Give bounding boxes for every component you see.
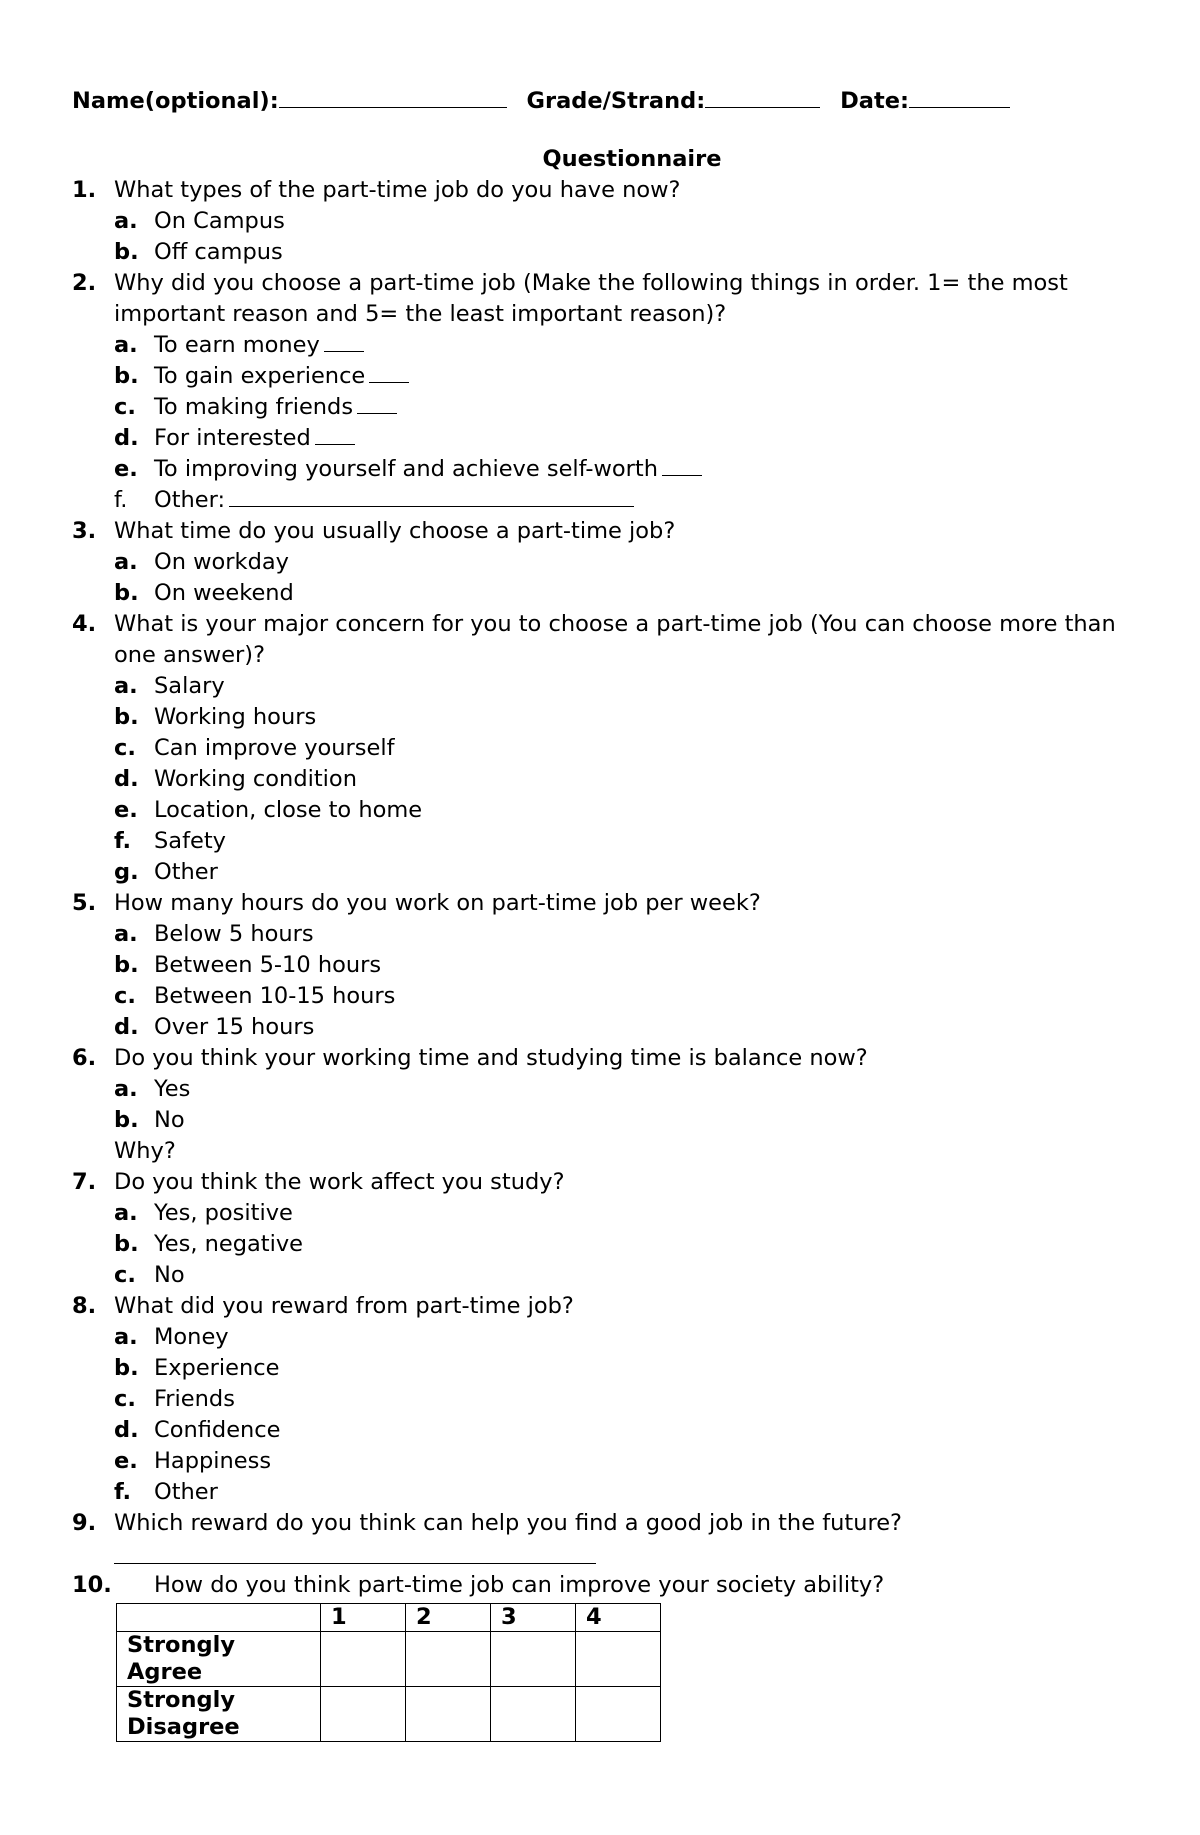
option-letter: c. <box>114 1386 136 1412</box>
question-text: Do you think the work affect you study? <box>114 1169 565 1195</box>
question-3 <box>72 516 1132 547</box>
rank-field[interactable] <box>357 393 397 414</box>
question-number: 5. <box>72 890 97 916</box>
row-label-line2: Agree <box>127 1659 203 1685</box>
rating-cell[interactable] <box>491 1687 576 1742</box>
option-letter: c. <box>114 1262 136 1288</box>
date-field[interactable] <box>909 83 1010 108</box>
option-text: Yes, negative <box>154 1231 304 1257</box>
rank-field[interactable] <box>324 331 364 352</box>
page-title: Questionnaire <box>542 146 722 172</box>
option-text: Money <box>154 1324 229 1350</box>
option-5a[interactable] <box>72 919 1132 950</box>
option-2d <box>72 423 1132 454</box>
option-letter: d. <box>114 1014 139 1040</box>
option-text: Between 5-10 hours <box>154 952 382 978</box>
question-text: What is your major concern for you to choose a part-time job (You can choose more than one answer)? <box>114 611 1116 668</box>
row-label-line1: Strongly <box>127 1632 236 1658</box>
option-text: For interested <box>154 425 311 451</box>
option-4c[interactable] <box>72 733 1132 764</box>
question-5 <box>72 888 1132 919</box>
option-text: No <box>154 1107 185 1133</box>
option-text: Yes <box>154 1076 191 1102</box>
option-2c <box>72 392 1132 423</box>
other-field[interactable] <box>229 486 634 507</box>
option-7c[interactable] <box>72 1260 1132 1291</box>
option-4a[interactable] <box>72 671 1132 702</box>
question-text: Which reward do you think can help you find a good job in the future? <box>114 1510 902 1536</box>
rating-cell[interactable] <box>491 1632 576 1687</box>
question-number: 4. <box>72 611 97 637</box>
option-2f <box>72 485 1132 516</box>
option-letter: c. <box>114 735 136 761</box>
column-header-3: 3 <box>491 1604 576 1632</box>
option-text: Other <box>154 859 218 885</box>
respondent-header <box>72 82 1132 120</box>
questionnaire-page <box>72 82 1132 1742</box>
row-label <box>117 1632 321 1687</box>
question-number: 9. <box>72 1510 97 1536</box>
option-letter: a. <box>114 549 138 575</box>
option-text: Location, close to home <box>154 797 423 823</box>
option-text: Other: <box>154 487 226 513</box>
option-text: Over 15 hours <box>154 1014 315 1040</box>
question-4 <box>72 609 1132 671</box>
question-number: 6. <box>72 1045 97 1071</box>
question-9 <box>72 1508 1132 1539</box>
option-text: On weekend <box>154 580 294 606</box>
option-letter: b. <box>114 704 139 730</box>
question-text: How do you think part-time job can improve your society ability? <box>154 1572 885 1598</box>
option-letter: a. <box>114 208 138 234</box>
option-4d[interactable] <box>72 764 1132 795</box>
option-text: On workday <box>154 549 289 575</box>
option-3a[interactable] <box>72 547 1132 578</box>
question-8 <box>72 1291 1132 1322</box>
name-label: Name(optional): <box>72 88 279 114</box>
question-7 <box>72 1167 1132 1198</box>
option-3b[interactable] <box>72 578 1132 609</box>
grade-strand-label: Grade/Strand: <box>526 88 706 114</box>
question-2 <box>72 268 1132 330</box>
option-text: No <box>154 1262 185 1288</box>
option-letter: b. <box>114 239 139 265</box>
row-label-line1: Strongly <box>127 1687 236 1713</box>
option-6a[interactable] <box>72 1074 1132 1105</box>
column-header-1: 1 <box>321 1604 406 1632</box>
option-letter: d. <box>114 425 139 451</box>
option-2e <box>72 454 1132 485</box>
option-text: Between 10-15 hours <box>154 983 396 1009</box>
option-text: To gain experience <box>154 363 366 389</box>
option-text: Off campus <box>154 239 283 265</box>
table-header-row <box>117 1604 661 1632</box>
option-letter: a. <box>114 673 138 699</box>
rating-cell[interactable] <box>576 1687 661 1742</box>
question-text: What did you reward from part-time job? <box>114 1293 574 1319</box>
option-5d[interactable] <box>72 1012 1132 1043</box>
option-4g[interactable] <box>72 857 1132 888</box>
option-letter: d. <box>114 1417 139 1443</box>
rating-cell[interactable] <box>576 1632 661 1687</box>
option-text: On Campus <box>154 208 285 234</box>
option-letter: e. <box>114 456 138 482</box>
question-text: How many hours do you work on part-time job per week? <box>114 890 761 916</box>
option-letter: b. <box>114 1107 139 1133</box>
option-letter: a. <box>114 1076 138 1102</box>
grade-strand-field[interactable] <box>705 83 820 108</box>
option-5b[interactable] <box>72 950 1132 981</box>
option-8f[interactable] <box>72 1477 1132 1508</box>
option-text: Confidence <box>154 1417 281 1443</box>
option-8e[interactable] <box>72 1446 1132 1477</box>
empty-header-cell <box>117 1604 321 1632</box>
option-letter: g. <box>114 859 139 885</box>
row-label-line2: Disagree <box>127 1714 240 1740</box>
table-row-strongly-agree <box>117 1632 661 1687</box>
rank-field[interactable] <box>369 362 409 383</box>
table-row-strongly-disagree <box>117 1687 661 1742</box>
option-letter: f. <box>114 828 132 854</box>
option-letter: b. <box>114 1355 139 1381</box>
rating-cell[interactable] <box>321 1632 406 1687</box>
question-number: 10. <box>72 1572 112 1598</box>
option-1b[interactable] <box>72 237 1132 268</box>
option-letter: a. <box>114 1324 138 1350</box>
rating-scale-table <box>116 1603 661 1742</box>
option-7b[interactable] <box>72 1229 1132 1260</box>
option-8a[interactable] <box>72 1322 1132 1353</box>
rating-cell[interactable] <box>406 1687 491 1742</box>
question-1 <box>72 175 1132 206</box>
option-text: Happiness <box>154 1448 272 1474</box>
option-text: Working hours <box>154 704 317 730</box>
question-text: Why did you choose a part-time job (Make the following things in order. 1= the most important reason and 5= the least important reason)? <box>114 270 1068 327</box>
answer-line-9[interactable] <box>114 1541 596 1564</box>
date-label: Date: <box>840 88 909 114</box>
option-letter: c. <box>114 394 136 420</box>
option-letter: b. <box>114 363 139 389</box>
option-1a[interactable] <box>72 206 1132 237</box>
option-2b <box>72 361 1132 392</box>
option-text: Can improve yourself <box>154 735 395 761</box>
option-text: To making friends <box>154 394 354 420</box>
option-letter: b. <box>114 1231 139 1257</box>
option-7a[interactable] <box>72 1198 1132 1229</box>
question-number: 3. <box>72 518 97 544</box>
option-text: Below 5 hours <box>154 921 314 947</box>
option-4b[interactable] <box>72 702 1132 733</box>
option-text: To earn money <box>154 332 320 358</box>
option-text: Working condition <box>154 766 357 792</box>
option-4f[interactable] <box>72 826 1132 857</box>
option-4e[interactable] <box>72 795 1132 826</box>
option-letter: c. <box>114 983 136 1009</box>
rating-cell[interactable] <box>406 1632 491 1687</box>
rank-field[interactable] <box>662 455 702 476</box>
option-5c[interactable] <box>72 981 1132 1012</box>
question-text: What time do you usually choose a part-time job? <box>114 518 676 544</box>
option-letter: a. <box>114 1200 138 1226</box>
row-label <box>117 1687 321 1742</box>
rank-field[interactable] <box>315 424 355 445</box>
option-text: To improving yourself and achieve self-worth <box>154 456 658 482</box>
option-letter: e. <box>114 1448 138 1474</box>
option-text: Safety <box>154 828 226 854</box>
why-prompt: Why? <box>114 1138 176 1164</box>
column-header-2: 2 <box>406 1604 491 1632</box>
option-letter: a. <box>114 332 138 358</box>
question-text: Do you think your working time and studying time is balance now? <box>114 1045 868 1071</box>
option-8c[interactable] <box>72 1384 1132 1415</box>
option-text: Salary <box>154 673 225 699</box>
name-field[interactable] <box>279 83 507 108</box>
question-6 <box>72 1043 1132 1074</box>
question-10 <box>72 1570 1132 1601</box>
question-number: 1. <box>72 177 97 203</box>
option-text: Friends <box>154 1386 235 1412</box>
option-letter: b. <box>114 952 139 978</box>
rating-cell[interactable] <box>321 1687 406 1742</box>
option-letter: b. <box>114 580 139 606</box>
question-number: 8. <box>72 1293 97 1319</box>
option-text: Yes, positive <box>154 1200 293 1226</box>
option-letter: f. <box>114 1479 132 1505</box>
option-8d[interactable] <box>72 1415 1132 1446</box>
question-number: 7. <box>72 1169 97 1195</box>
option-letter: d. <box>114 766 139 792</box>
option-letter: e. <box>114 797 138 823</box>
option-text: Other <box>154 1479 218 1505</box>
question-text: What types of the part-time job do you have now? <box>114 177 681 203</box>
option-text: Experience <box>154 1355 280 1381</box>
option-letter: f. <box>114 487 128 513</box>
option-8b[interactable] <box>72 1353 1132 1384</box>
question-number: 2. <box>72 270 97 296</box>
option-letter: a. <box>114 921 138 947</box>
option-6b[interactable] <box>72 1105 1132 1136</box>
option-2a <box>72 330 1132 361</box>
column-header-4: 4 <box>576 1604 661 1632</box>
